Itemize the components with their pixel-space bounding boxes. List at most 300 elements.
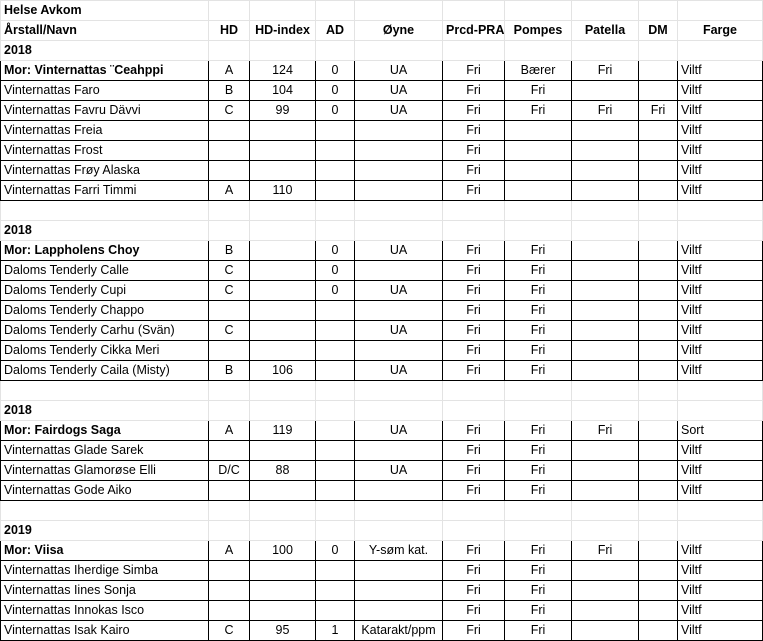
cell-dm[interactable] xyxy=(639,121,678,141)
cell-patella[interactable] xyxy=(572,461,639,481)
cell-dm[interactable] xyxy=(639,261,678,281)
empty-cell[interactable] xyxy=(572,41,639,61)
cell-farge[interactable]: Viltf xyxy=(678,541,763,561)
cell-patella[interactable] xyxy=(572,601,639,621)
year-label[interactable]: 2018 xyxy=(1,401,209,421)
cell-farge[interactable]: Viltf xyxy=(678,61,763,81)
empty-cell[interactable] xyxy=(355,401,443,421)
cell-patella[interactable] xyxy=(572,301,639,321)
empty-cell[interactable] xyxy=(572,1,639,21)
cell-patella[interactable] xyxy=(572,241,639,261)
empty-cell[interactable] xyxy=(355,381,443,401)
cell-prcd-pra[interactable]: Fri xyxy=(443,61,505,81)
cell-name[interactable]: Vinternattas Isak Kairo xyxy=(1,621,209,641)
cell-hd[interactable]: A xyxy=(209,421,250,441)
empty-cell[interactable] xyxy=(355,201,443,221)
cell-oyne[interactable] xyxy=(355,181,443,201)
cell-farge[interactable]: Viltf xyxy=(678,241,763,261)
cell-patella[interactable] xyxy=(572,621,639,641)
empty-cell[interactable] xyxy=(209,1,250,21)
cell-patella[interactable] xyxy=(572,361,639,381)
cell-ad[interactable] xyxy=(316,141,355,161)
cell-oyne[interactable]: UA xyxy=(355,361,443,381)
cell-farge[interactable]: Viltf xyxy=(678,141,763,161)
cell-pompes[interactable]: Fri xyxy=(505,441,572,461)
cell-patella[interactable] xyxy=(572,561,639,581)
cell-hd-index[interactable]: 104 xyxy=(250,81,316,101)
cell-patella[interactable]: Fri xyxy=(572,421,639,441)
cell-farge[interactable]: Viltf xyxy=(678,101,763,121)
cell-oyne[interactable] xyxy=(355,581,443,601)
cell-hd-index[interactable] xyxy=(250,121,316,141)
cell-hd[interactable]: C xyxy=(209,321,250,341)
cell-dm[interactable] xyxy=(639,581,678,601)
cell-prcd-pra[interactable]: Fri xyxy=(443,101,505,121)
cell-ad[interactable] xyxy=(316,581,355,601)
cell-patella[interactable] xyxy=(572,441,639,461)
column-header-farge[interactable]: Farge xyxy=(678,21,763,41)
cell-dm[interactable] xyxy=(639,601,678,621)
cell-prcd-pra[interactable]: Fri xyxy=(443,121,505,141)
empty-cell[interactable] xyxy=(505,401,572,421)
cell-pompes[interactable] xyxy=(505,141,572,161)
cell-prcd-pra[interactable]: Fri xyxy=(443,261,505,281)
cell-hd[interactable]: D/C xyxy=(209,461,250,481)
cell-name[interactable]: Daloms Tenderly Cupi xyxy=(1,281,209,301)
empty-cell[interactable] xyxy=(678,41,763,61)
cell-ad[interactable] xyxy=(316,181,355,201)
cell-hd[interactable]: A xyxy=(209,181,250,201)
empty-cell[interactable] xyxy=(316,201,355,221)
cell-patella[interactable] xyxy=(572,481,639,501)
cell-hd[interactable]: B xyxy=(209,241,250,261)
cell-hd-index[interactable] xyxy=(250,301,316,321)
cell-ad[interactable] xyxy=(316,161,355,181)
empty-cell[interactable] xyxy=(316,1,355,21)
cell-farge[interactable]: Viltf xyxy=(678,361,763,381)
cell-dm[interactable] xyxy=(639,161,678,181)
cell-farge[interactable]: Viltf xyxy=(678,301,763,321)
cell-farge[interactable]: Viltf xyxy=(678,581,763,601)
cell-hd[interactable] xyxy=(209,481,250,501)
year-label[interactable]: 2018 xyxy=(1,41,209,61)
cell-prcd-pra[interactable]: Fri xyxy=(443,181,505,201)
cell-pompes[interactable]: Fri xyxy=(505,241,572,261)
cell-farge[interactable]: Viltf xyxy=(678,261,763,281)
empty-cell[interactable] xyxy=(443,501,505,521)
cell-hd-index[interactable]: 110 xyxy=(250,181,316,201)
cell-pompes[interactable]: Fri xyxy=(505,101,572,121)
cell-prcd-pra[interactable]: Fri xyxy=(443,561,505,581)
empty-cell[interactable] xyxy=(678,221,763,241)
cell-pompes[interactable]: Fri xyxy=(505,321,572,341)
cell-prcd-pra[interactable]: Fri xyxy=(443,481,505,501)
cell-pompes[interactable]: Fri xyxy=(505,261,572,281)
cell-name[interactable]: Mor: Vinternattas ¨Ceahppi xyxy=(1,61,209,81)
empty-cell[interactable] xyxy=(678,201,763,221)
cell-pompes[interactable]: Fri xyxy=(505,461,572,481)
empty-cell[interactable] xyxy=(572,501,639,521)
cell-hd-index[interactable] xyxy=(250,581,316,601)
cell-patella[interactable]: Fri xyxy=(572,61,639,81)
cell-patella[interactable] xyxy=(572,581,639,601)
cell-oyne[interactable]: UA xyxy=(355,61,443,81)
cell-prcd-pra[interactable]: Fri xyxy=(443,81,505,101)
cell-pompes[interactable] xyxy=(505,161,572,181)
empty-cell[interactable] xyxy=(250,41,316,61)
cell-dm[interactable] xyxy=(639,241,678,261)
cell-dm[interactable] xyxy=(639,361,678,381)
column-header-prcd-pra[interactable]: Prcd-PRA xyxy=(443,21,505,41)
column-header-hd[interactable]: HD xyxy=(209,21,250,41)
cell-ad[interactable] xyxy=(316,441,355,461)
cell-ad[interactable]: 0 xyxy=(316,61,355,81)
cell-hd-index[interactable]: 95 xyxy=(250,621,316,641)
empty-cell[interactable] xyxy=(1,381,209,401)
empty-cell[interactable] xyxy=(505,201,572,221)
cell-pompes[interactable]: Fri xyxy=(505,561,572,581)
cell-name[interactable]: Vinternattas Innokas Isco xyxy=(1,601,209,621)
cell-name[interactable]: Mor: Lappholens Choy xyxy=(1,241,209,261)
cell-name[interactable]: Vinternattas Faro xyxy=(1,81,209,101)
cell-name[interactable]: Vinternattas Iherdige Simba xyxy=(1,561,209,581)
empty-cell[interactable] xyxy=(443,221,505,241)
cell-prcd-pra[interactable]: Fri xyxy=(443,241,505,261)
cell-hd[interactable]: C xyxy=(209,101,250,121)
cell-patella[interactable] xyxy=(572,161,639,181)
cell-hd[interactable] xyxy=(209,441,250,461)
empty-cell[interactable] xyxy=(639,501,678,521)
cell-name[interactable]: Mor: Viisa xyxy=(1,541,209,561)
empty-cell[interactable] xyxy=(316,41,355,61)
cell-hd-index[interactable]: 99 xyxy=(250,101,316,121)
empty-cell[interactable] xyxy=(678,381,763,401)
cell-hd[interactable]: B xyxy=(209,361,250,381)
cell-oyne[interactable]: UA xyxy=(355,81,443,101)
cell-dm[interactable] xyxy=(639,301,678,321)
empty-cell[interactable] xyxy=(505,41,572,61)
cell-patella[interactable] xyxy=(572,321,639,341)
cell-hd[interactable] xyxy=(209,161,250,181)
cell-pompes[interactable]: Fri xyxy=(505,481,572,501)
cell-patella[interactable] xyxy=(572,181,639,201)
cell-pompes[interactable]: Fri xyxy=(505,421,572,441)
cell-prcd-pra[interactable]: Fri xyxy=(443,141,505,161)
cell-prcd-pra[interactable]: Fri xyxy=(443,321,505,341)
empty-cell[interactable] xyxy=(355,41,443,61)
cell-dm[interactable] xyxy=(639,81,678,101)
empty-cell[interactable] xyxy=(250,1,316,21)
cell-prcd-pra[interactable]: Fri xyxy=(443,161,505,181)
cell-farge[interactable]: Viltf xyxy=(678,481,763,501)
cell-hd[interactable] xyxy=(209,141,250,161)
cell-pompes[interactable] xyxy=(505,121,572,141)
empty-cell[interactable] xyxy=(639,201,678,221)
empty-cell[interactable] xyxy=(639,401,678,421)
empty-cell[interactable] xyxy=(639,1,678,21)
empty-cell[interactable] xyxy=(572,521,639,541)
cell-ad[interactable]: 0 xyxy=(316,241,355,261)
cell-name[interactable]: Vinternattas Frøy Alaska xyxy=(1,161,209,181)
empty-cell[interactable] xyxy=(355,221,443,241)
cell-dm[interactable] xyxy=(639,541,678,561)
cell-patella[interactable] xyxy=(572,121,639,141)
empty-cell[interactable] xyxy=(505,521,572,541)
cell-ad[interactable]: 0 xyxy=(316,101,355,121)
column-header-pompes[interactable]: Pompes xyxy=(505,21,572,41)
empty-cell[interactable] xyxy=(316,401,355,421)
cell-hd-index[interactable]: 100 xyxy=(250,541,316,561)
empty-cell[interactable] xyxy=(1,501,209,521)
empty-cell[interactable] xyxy=(209,41,250,61)
cell-oyne[interactable] xyxy=(355,601,443,621)
empty-cell[interactable] xyxy=(1,201,209,221)
cell-prcd-pra[interactable]: Fri xyxy=(443,621,505,641)
cell-name[interactable]: Daloms Tenderly Carhu (Svän) xyxy=(1,321,209,341)
empty-cell[interactable] xyxy=(443,41,505,61)
cell-dm[interactable] xyxy=(639,621,678,641)
cell-oyne[interactable] xyxy=(355,121,443,141)
cell-oyne[interactable]: UA xyxy=(355,421,443,441)
cell-farge[interactable]: Viltf xyxy=(678,181,763,201)
empty-cell[interactable] xyxy=(250,401,316,421)
cell-oyne[interactable] xyxy=(355,561,443,581)
year-label[interactable]: 2018 xyxy=(1,221,209,241)
cell-pompes[interactable] xyxy=(505,181,572,201)
column-header-oyne[interactable]: Øyne xyxy=(355,21,443,41)
empty-cell[interactable] xyxy=(678,1,763,21)
empty-cell[interactable] xyxy=(209,381,250,401)
cell-oyne[interactable] xyxy=(355,301,443,321)
cell-ad[interactable] xyxy=(316,601,355,621)
cell-pompes[interactable]: Fri xyxy=(505,341,572,361)
empty-cell[interactable] xyxy=(209,221,250,241)
empty-cell[interactable] xyxy=(572,401,639,421)
cell-farge[interactable]: Viltf xyxy=(678,341,763,361)
cell-farge[interactable]: Viltf xyxy=(678,281,763,301)
empty-cell[interactable] xyxy=(639,41,678,61)
cell-ad[interactable] xyxy=(316,461,355,481)
empty-cell[interactable] xyxy=(355,1,443,21)
cell-hd-index[interactable]: 88 xyxy=(250,461,316,481)
cell-oyne[interactable] xyxy=(355,341,443,361)
cell-farge[interactable]: Viltf xyxy=(678,461,763,481)
cell-oyne[interactable]: Katarakt/ppm xyxy=(355,621,443,641)
cell-farge[interactable]: Viltf xyxy=(678,441,763,461)
empty-cell[interactable] xyxy=(639,221,678,241)
cell-dm[interactable] xyxy=(639,141,678,161)
empty-cell[interactable] xyxy=(355,501,443,521)
column-header-name[interactable]: Årstall/Navn xyxy=(1,21,209,41)
cell-dm[interactable] xyxy=(639,341,678,361)
cell-farge[interactable]: Viltf xyxy=(678,601,763,621)
cell-ad[interactable]: 0 xyxy=(316,541,355,561)
empty-cell[interactable] xyxy=(572,201,639,221)
cell-pompes[interactable]: Fri xyxy=(505,601,572,621)
cell-name[interactable]: Vinternattas Glamorøse Elli xyxy=(1,461,209,481)
cell-dm[interactable] xyxy=(639,421,678,441)
cell-oyne[interactable] xyxy=(355,261,443,281)
cell-oyne[interactable]: UA xyxy=(355,461,443,481)
cell-name[interactable]: Daloms Tenderly Caila (Misty) xyxy=(1,361,209,381)
cell-oyne[interactable]: UA xyxy=(355,241,443,261)
column-header-patella[interactable]: Patella xyxy=(572,21,639,41)
cell-dm[interactable] xyxy=(639,281,678,301)
cell-dm[interactable] xyxy=(639,481,678,501)
cell-hd[interactable] xyxy=(209,301,250,321)
cell-oyne[interactable] xyxy=(355,161,443,181)
cell-hd[interactable] xyxy=(209,121,250,141)
cell-name[interactable]: Daloms Tenderly Cikka Meri xyxy=(1,341,209,361)
cell-hd-index[interactable] xyxy=(250,441,316,461)
cell-farge[interactable]: Viltf xyxy=(678,121,763,141)
cell-hd[interactable] xyxy=(209,601,250,621)
cell-ad[interactable] xyxy=(316,301,355,321)
cell-name[interactable]: Vinternattas Glade Sarek xyxy=(1,441,209,461)
cell-hd-index[interactable] xyxy=(250,481,316,501)
cell-hd-index[interactable] xyxy=(250,281,316,301)
cell-farge[interactable]: Viltf xyxy=(678,621,763,641)
cell-hd-index[interactable] xyxy=(250,141,316,161)
cell-prcd-pra[interactable]: Fri xyxy=(443,341,505,361)
cell-farge[interactable]: Sort xyxy=(678,421,763,441)
cell-prcd-pra[interactable]: Fri xyxy=(443,601,505,621)
cell-ad[interactable] xyxy=(316,121,355,141)
cell-patella[interactable]: Fri xyxy=(572,101,639,121)
cell-hd[interactable]: C xyxy=(209,261,250,281)
cell-name[interactable]: Vinternattas Iines Sonja xyxy=(1,581,209,601)
empty-cell[interactable] xyxy=(250,221,316,241)
cell-hd-index[interactable] xyxy=(250,561,316,581)
cell-dm[interactable] xyxy=(639,181,678,201)
cell-name[interactable]: Vinternattas Freia xyxy=(1,121,209,141)
cell-farge[interactable]: Viltf xyxy=(678,161,763,181)
cell-name[interactable]: Vinternattas Farri Timmi xyxy=(1,181,209,201)
cell-ad[interactable]: 0 xyxy=(316,281,355,301)
cell-hd-index[interactable]: 119 xyxy=(250,421,316,441)
cell-farge[interactable]: Viltf xyxy=(678,81,763,101)
column-header-dm[interactable]: DM xyxy=(639,21,678,41)
cell-prcd-pra[interactable]: Fri xyxy=(443,281,505,301)
empty-cell[interactable] xyxy=(678,501,763,521)
cell-prcd-pra[interactable]: Fri xyxy=(443,581,505,601)
cell-patella[interactable] xyxy=(572,261,639,281)
cell-patella[interactable] xyxy=(572,281,639,301)
cell-farge[interactable]: Viltf xyxy=(678,321,763,341)
cell-dm[interactable] xyxy=(639,561,678,581)
cell-hd-index[interactable]: 106 xyxy=(250,361,316,381)
cell-oyne[interactable] xyxy=(355,441,443,461)
cell-dm[interactable] xyxy=(639,461,678,481)
empty-cell[interactable] xyxy=(250,521,316,541)
cell-prcd-pra[interactable]: Fri xyxy=(443,541,505,561)
empty-cell[interactable] xyxy=(443,1,505,21)
empty-cell[interactable] xyxy=(443,401,505,421)
sheet-title[interactable]: Helse Avkom xyxy=(1,1,209,21)
cell-ad[interactable] xyxy=(316,561,355,581)
empty-cell[interactable] xyxy=(639,381,678,401)
empty-cell[interactable] xyxy=(250,201,316,221)
empty-cell[interactable] xyxy=(572,221,639,241)
cell-pompes[interactable]: Fri xyxy=(505,361,572,381)
cell-hd-index[interactable] xyxy=(250,601,316,621)
empty-cell[interactable] xyxy=(505,221,572,241)
cell-pompes[interactable]: Fri xyxy=(505,281,572,301)
empty-cell[interactable] xyxy=(443,521,505,541)
cell-pompes[interactable]: Fri xyxy=(505,301,572,321)
column-header-ad[interactable]: AD xyxy=(316,21,355,41)
cell-oyne[interactable]: Y-søm kat. xyxy=(355,541,443,561)
cell-ad[interactable] xyxy=(316,421,355,441)
empty-cell[interactable] xyxy=(209,521,250,541)
cell-dm[interactable] xyxy=(639,321,678,341)
cell-ad[interactable]: 0 xyxy=(316,261,355,281)
empty-cell[interactable] xyxy=(678,401,763,421)
cell-name[interactable]: Daloms Tenderly Calle xyxy=(1,261,209,281)
cell-hd-index[interactable] xyxy=(250,321,316,341)
empty-cell[interactable] xyxy=(443,201,505,221)
cell-name[interactable]: Vinternattas Favru Dävvi xyxy=(1,101,209,121)
cell-oyne[interactable] xyxy=(355,141,443,161)
empty-cell[interactable] xyxy=(250,381,316,401)
empty-cell[interactable] xyxy=(505,381,572,401)
cell-ad[interactable] xyxy=(316,341,355,361)
cell-ad[interactable]: 0 xyxy=(316,81,355,101)
empty-cell[interactable] xyxy=(639,521,678,541)
cell-dm[interactable] xyxy=(639,61,678,81)
empty-cell[interactable] xyxy=(505,1,572,21)
cell-pompes[interactable]: Fri xyxy=(505,581,572,601)
cell-pompes[interactable]: Fri xyxy=(505,541,572,561)
cell-dm[interactable]: Fri xyxy=(639,101,678,121)
empty-cell[interactable] xyxy=(209,201,250,221)
cell-prcd-pra[interactable]: Fri xyxy=(443,421,505,441)
cell-prcd-pra[interactable]: Fri xyxy=(443,301,505,321)
empty-cell[interactable] xyxy=(209,401,250,421)
cell-ad[interactable] xyxy=(316,481,355,501)
cell-ad[interactable] xyxy=(316,321,355,341)
cell-oyne[interactable]: UA xyxy=(355,281,443,301)
empty-cell[interactable] xyxy=(678,521,763,541)
cell-oyne[interactable]: UA xyxy=(355,101,443,121)
cell-pompes[interactable]: Bærer xyxy=(505,61,572,81)
empty-cell[interactable] xyxy=(355,521,443,541)
empty-cell[interactable] xyxy=(505,501,572,521)
empty-cell[interactable] xyxy=(316,381,355,401)
year-label[interactable]: 2019 xyxy=(1,521,209,541)
cell-oyne[interactable]: UA xyxy=(355,321,443,341)
cell-patella[interactable]: Fri xyxy=(572,541,639,561)
cell-prcd-pra[interactable]: Fri xyxy=(443,461,505,481)
cell-patella[interactable] xyxy=(572,141,639,161)
cell-hd[interactable] xyxy=(209,581,250,601)
cell-farge[interactable]: Viltf xyxy=(678,561,763,581)
empty-cell[interactable] xyxy=(572,381,639,401)
cell-dm[interactable] xyxy=(639,441,678,461)
cell-pompes[interactable]: Fri xyxy=(505,621,572,641)
cell-hd[interactable]: A xyxy=(209,541,250,561)
cell-name[interactable]: Vinternattas Gode Aiko xyxy=(1,481,209,501)
cell-name[interactable]: Mor: Fairdogs Saga xyxy=(1,421,209,441)
cell-hd-index[interactable] xyxy=(250,261,316,281)
empty-cell[interactable] xyxy=(443,381,505,401)
cell-patella[interactable] xyxy=(572,341,639,361)
cell-name[interactable]: Daloms Tenderly Chappo xyxy=(1,301,209,321)
cell-pompes[interactable]: Fri xyxy=(505,81,572,101)
empty-cell[interactable] xyxy=(316,501,355,521)
cell-hd[interactable]: C xyxy=(209,281,250,301)
cell-oyne[interactable] xyxy=(355,481,443,501)
